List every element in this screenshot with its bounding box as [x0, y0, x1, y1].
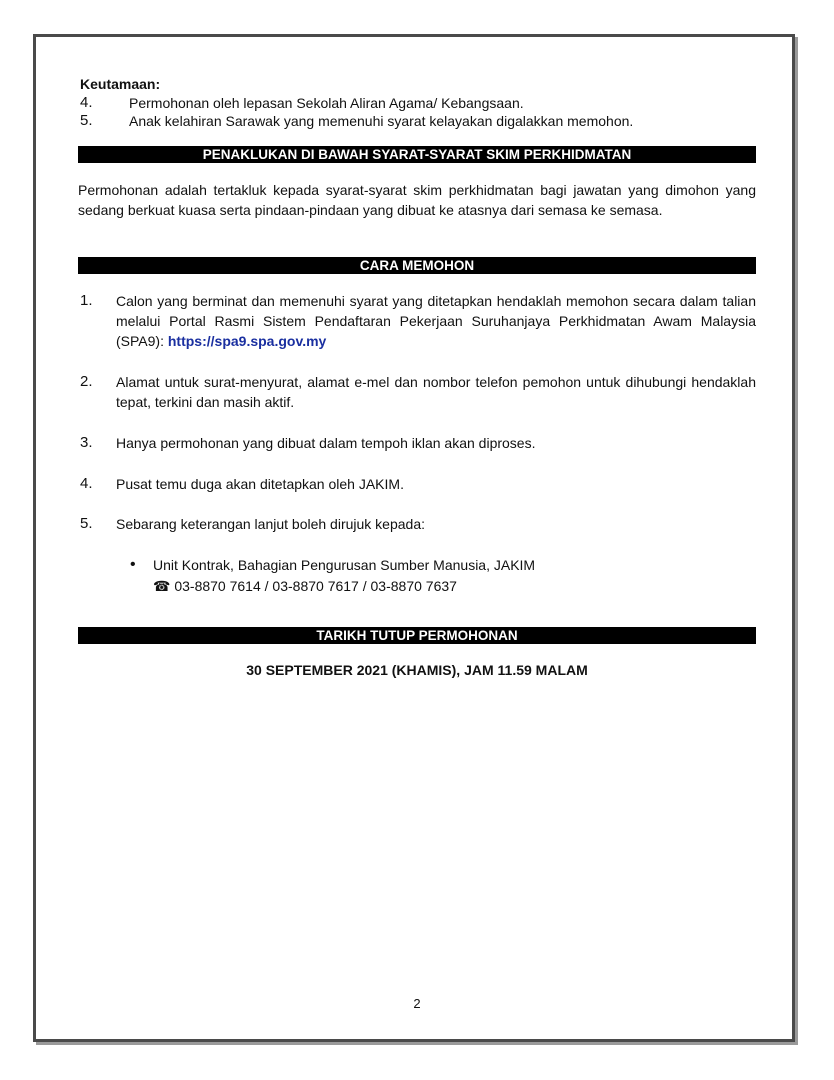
cara-item-text: Calon yang berminat dan memenuhi syarat yang ditetapkan hendaklah memohon secara dalam talian melalui Portal Rasmi Sistem Pendaftaran Pekerjaan Suruhanjaya Perkhidmatan Awam Malaysia (SPA9): https://spa9.spa.gov.my [116, 293, 756, 349]
keutamaan-heading: Keutamaan: [80, 76, 161, 92]
cara-item-num: 3. [80, 434, 93, 451]
cara-item-text: Hanya permohonan yang dibuat dalam tempoh iklan akan diproses. [116, 435, 536, 451]
keutamaan-item-text: Permohonan oleh lepasan Sekolah Aliran Agama/ Kebangsaan. [129, 95, 524, 111]
phone-icon: ☎ [153, 578, 171, 594]
penaklukan-body: Permohonan adalah tertakluk kepada syarat-syarat skim perkhidmatan bagi jawatan yang dimohon yang sedang berkuat kuasa serta pindaan-pindaan yang dibuat ke atasnya dari semasa ke semasa. [78, 182, 756, 218]
spa9-link[interactable]: https://spa9.spa.gov.my [167, 333, 327, 349]
section-heading-tarikh-tutup: TARIKH TUTUP PERMOHONAN [78, 627, 756, 644]
cara-item-text: Alamat untuk surat-menyurat, alamat e-mel dan nombor telefon pemohon untuk dihubungi hendaklah tepat, terkini dan masih aktif. [116, 374, 756, 410]
cara-item-num: 4. [80, 475, 93, 492]
cara-item-text: Sebarang keterangan lanjut boleh dirujuk kepada: [116, 516, 426, 532]
closing-date: 30 SEPTEMBER 2021 (KHAMIS), JAM 11.59 MALAM [246, 662, 588, 678]
cara-item-num: 5. [80, 515, 93, 532]
keutamaan-item-num: 5. [80, 112, 93, 129]
bullet-icon: • [130, 556, 136, 573]
page-number: 2 [413, 996, 421, 1011]
contact-phones: ☎ 03-8870 7614 / 03-8870 7617 / 03-8870 7637 [153, 578, 457, 594]
cara-item-num: 1. [80, 292, 93, 309]
cara-item-num: 2. [80, 373, 93, 390]
cara-item-text: Pusat temu duga akan ditetapkan oleh JAKIM. [116, 476, 404, 492]
section-heading-penaklukan: PENAKLUKAN DI BAWAH SYARAT-SYARAT SKIM PERKHIDMATAN [78, 146, 756, 163]
section-heading-cara-memohon: CARA MEMOHON [78, 257, 756, 274]
contact-unit: Unit Kontrak, Bahagian Pengurusan Sumber Manusia, JAKIM [153, 557, 536, 573]
keutamaan-item-num: 4. [80, 94, 93, 111]
keutamaan-item-text: Anak kelahiran Sarawak yang memenuhi syarat kelayakan digalakkan memohon. [129, 113, 634, 129]
